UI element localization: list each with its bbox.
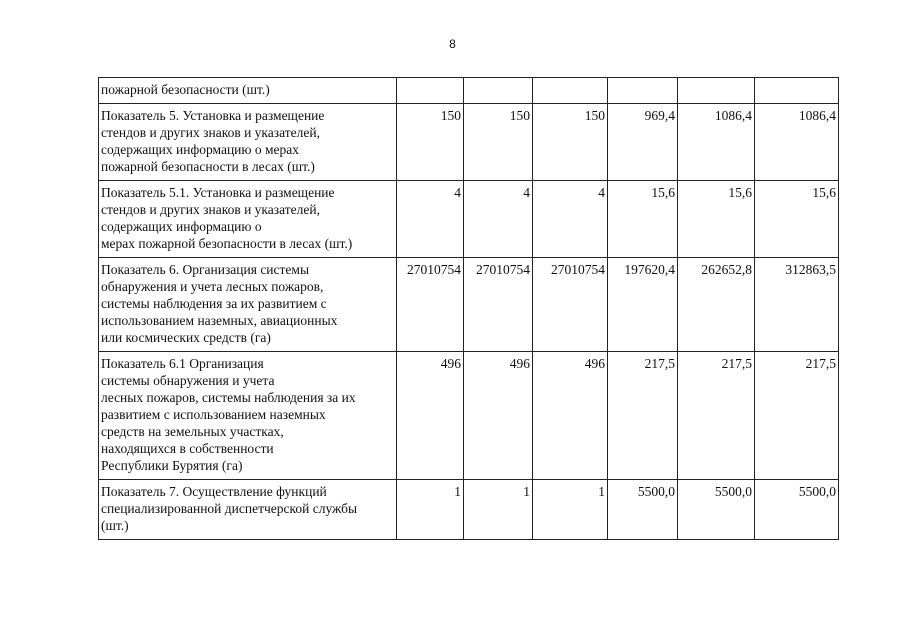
indicator-description-cell bbox=[99, 258, 397, 352]
indicator-description-line: системы обнаружения и учета bbox=[101, 373, 275, 388]
indicator-description-cell bbox=[99, 181, 397, 258]
indicator-description-line: Республики Бурятия (га) bbox=[101, 458, 243, 473]
table-body bbox=[99, 78, 839, 540]
indicator-description-line: Показатель 5. Установка и размещение bbox=[101, 108, 325, 123]
table-row bbox=[99, 181, 839, 258]
indicator-description-line: Показатель 6.1 Организация bbox=[101, 356, 264, 371]
indicator-value-cell: 496 bbox=[464, 352, 533, 480]
indicator-description-line: находящихся в собственности bbox=[101, 441, 274, 456]
indicator-value-cell: 217,5 bbox=[755, 352, 839, 480]
indicator-description-line: Показатель 5.1. Установка и размещение bbox=[101, 185, 335, 200]
indicator-value-cell: 312863,5 bbox=[755, 258, 839, 352]
indicator-value-cell: 496 bbox=[397, 352, 464, 480]
table-row bbox=[99, 78, 839, 104]
indicator-description-line: содержащих информацию о мерах bbox=[101, 142, 300, 157]
table-row bbox=[99, 480, 839, 540]
indicator-value-cell bbox=[755, 78, 839, 104]
indicator-value-cell: 27010754 bbox=[397, 258, 464, 352]
indicator-value-cell bbox=[533, 78, 608, 104]
indicator-value-cell: 150 bbox=[533, 104, 608, 181]
indicator-description-line: стендов и других знаков и указателей, bbox=[101, 125, 320, 140]
indicator-description-line: мерах пожарной безопасности в лесах (шт.) bbox=[101, 236, 353, 251]
indicator-description-line: пожарной безопасности в лесах (шт.) bbox=[101, 159, 315, 174]
indicator-value-cell bbox=[608, 78, 678, 104]
indicator-value-cell: 150 bbox=[464, 104, 533, 181]
indicator-value-cell: 150 bbox=[397, 104, 464, 181]
indicator-value-cell: 5500,0 bbox=[755, 480, 839, 540]
table-row bbox=[99, 258, 839, 352]
indicator-value-cell: 1 bbox=[464, 480, 533, 540]
indicator-description-line: лесных пожаров, системы наблюдения за их bbox=[101, 390, 356, 405]
indicator-table bbox=[98, 77, 839, 540]
indicator-value-cell: 1086,4 bbox=[678, 104, 755, 181]
indicator-value-cell: 496 bbox=[533, 352, 608, 480]
indicator-value-cell: 969,4 bbox=[608, 104, 678, 181]
indicator-value-cell: 197620,4 bbox=[608, 258, 678, 352]
indicator-value-cell: 262652,8 bbox=[678, 258, 755, 352]
indicator-value-cell: 15,6 bbox=[678, 181, 755, 258]
indicator-value-cell: 1 bbox=[397, 480, 464, 540]
indicator-description-cell bbox=[99, 104, 397, 181]
indicator-value-cell: 27010754 bbox=[464, 258, 533, 352]
indicator-description-line: специализированной диспетчерской службы bbox=[101, 501, 358, 516]
indicator-value-cell: 5500,0 bbox=[678, 480, 755, 540]
indicator-value-cell bbox=[397, 78, 464, 104]
indicator-value-cell: 217,5 bbox=[678, 352, 755, 480]
indicator-value-cell: 217,5 bbox=[608, 352, 678, 480]
indicator-description-line: пожарной безопасности (шт.) bbox=[101, 82, 270, 97]
table-row bbox=[99, 104, 839, 181]
page-number: 8 bbox=[449, 37, 456, 51]
indicator-value-cell: 5500,0 bbox=[608, 480, 678, 540]
indicator-description-line: средств на земельных участках, bbox=[101, 424, 284, 439]
indicator-value-cell: 15,6 bbox=[755, 181, 839, 258]
indicator-value-cell: 27010754 bbox=[533, 258, 608, 352]
indicator-value-cell: 4 bbox=[533, 181, 608, 258]
indicator-value-cell bbox=[678, 78, 755, 104]
indicator-description-line: Показатель 6. Организация системы bbox=[101, 262, 310, 277]
indicator-description-line: (шт.) bbox=[101, 518, 129, 533]
indicator-description-line: использованием наземных, авиационных bbox=[101, 313, 338, 328]
indicator-description-line: Показатель 7. Осуществление функций bbox=[101, 484, 327, 499]
indicator-description-line: содержащих информацию о bbox=[101, 219, 262, 234]
indicator-value-cell: 1 bbox=[533, 480, 608, 540]
table-row bbox=[99, 352, 839, 480]
indicator-description-line: развитием с использованием наземных bbox=[101, 407, 326, 422]
indicator-description-line: системы наблюдения за их развитием с bbox=[101, 296, 327, 311]
indicator-value-cell bbox=[464, 78, 533, 104]
indicator-description-line: или космических средств (га) bbox=[101, 330, 271, 345]
indicator-description-cell bbox=[99, 480, 397, 540]
indicator-value-cell: 1086,4 bbox=[755, 104, 839, 181]
indicator-value-cell: 15,6 bbox=[608, 181, 678, 258]
indicator-value-cell: 4 bbox=[397, 181, 464, 258]
indicator-description-line: стендов и других знаков и указателей, bbox=[101, 202, 320, 217]
indicator-description-cell bbox=[99, 78, 397, 104]
indicator-description-line: обнаружения и учета лесных пожаров, bbox=[101, 279, 324, 294]
indicator-value-cell: 4 bbox=[464, 181, 533, 258]
indicator-description-cell bbox=[99, 352, 397, 480]
